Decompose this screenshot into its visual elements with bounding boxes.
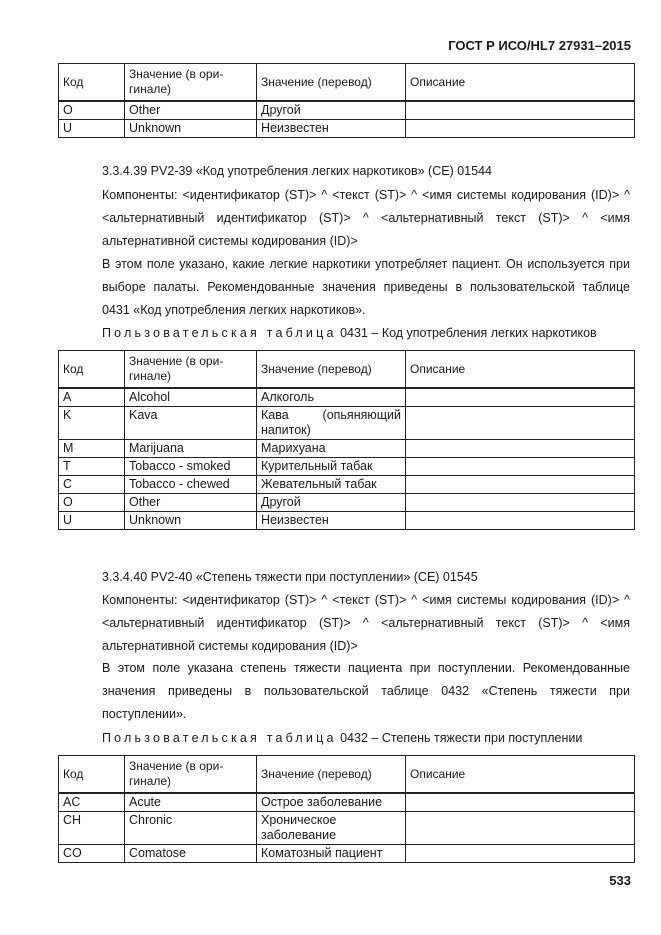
cell-original: Other <box>125 101 257 120</box>
cell-code: AC <box>59 793 125 812</box>
table-header-row <box>59 351 635 389</box>
cell-description <box>406 845 635 863</box>
table-row <box>59 458 635 476</box>
description-text: В этом поле указана степень тяжести пациента при поступлении. Рекомендованные значения приведены в пользовательской таблице 0432 «Степень тяжести при поступлении». <box>102 661 630 721</box>
page-number: 533 <box>609 873 631 888</box>
cell-description <box>406 812 635 845</box>
cell-original: Marijuana <box>125 440 257 458</box>
cell-code: A <box>59 388 125 407</box>
cell-translation: Другой <box>257 494 406 512</box>
table-caption-0432 <box>102 731 582 745</box>
caption-prefix: Пользовательская таблица <box>102 731 337 745</box>
cell-description <box>406 407 635 440</box>
table-row <box>59 793 635 812</box>
cell-description <box>406 120 635 138</box>
cell-description <box>406 793 635 812</box>
table-row <box>59 388 635 407</box>
cell-code: U <box>59 512 125 530</box>
col-code-header: Код <box>59 64 125 102</box>
table-caption-0431 <box>102 326 597 340</box>
cell-description <box>406 101 635 120</box>
table-row <box>59 440 635 458</box>
section-heading-39: 3.3.4.39 PV2-39 «Код употребления легких наркотиков» (CE) 01544 <box>102 164 492 178</box>
col-original-header: Значение (в оригинале) <box>125 64 257 102</box>
cell-code: K <box>59 407 125 440</box>
caption-rest: 0432 – Степень тяжести при поступлении <box>340 731 583 745</box>
table-header-row <box>59 756 635 794</box>
cell-code: T <box>59 458 125 476</box>
table-row <box>59 494 635 512</box>
table-row <box>59 101 635 120</box>
description-paragraph-40 <box>62 657 630 726</box>
table-row <box>59 845 635 863</box>
table-row <box>59 812 635 845</box>
components-paragraph-40 <box>62 589 630 658</box>
cell-description <box>406 476 635 494</box>
document-id: ГОСТ Р ИСО/HL7 27931–2015 <box>448 38 631 53</box>
section-heading-40: 3.3.4.40 PV2-40 «Степень тяжести при поступлении» (CE) 01545 <box>102 570 478 584</box>
col-translation-header: Значение (перевод) <box>257 351 406 389</box>
cell-code: U <box>59 120 125 138</box>
cell-description <box>406 494 635 512</box>
cell-translation: Острое заболевание <box>257 793 406 812</box>
cell-original: Other <box>125 494 257 512</box>
table-0432 <box>58 755 635 863</box>
cell-translation: Алкоголь <box>257 388 406 407</box>
col-code-header: Код <box>59 756 125 794</box>
cell-original: Tobacco - smoked <box>125 458 257 476</box>
cell-original: Acute <box>125 793 257 812</box>
col-code-header: Код <box>59 351 125 389</box>
col-translation-header: Значение (перевод) <box>257 756 406 794</box>
table-row <box>59 476 635 494</box>
cell-translation: Хроническое заболевание <box>257 812 406 845</box>
col-original-header: Значение (в оригинале) <box>125 351 257 389</box>
cell-code: CH <box>59 812 125 845</box>
cell-translation: Кава (опьяняющий напиток) <box>257 407 406 440</box>
table-row <box>59 407 635 440</box>
cell-original: Comatose <box>125 845 257 863</box>
table-continued <box>58 63 635 138</box>
table-row <box>59 120 635 138</box>
cell-translation: Неизвестен <box>257 512 406 530</box>
description-text: В этом поле указано, какие легкие наркотики употребляет пациент. Он используется при выборе палаты. Рекомендованные значения приведены в пользовательской таблице 0431 «Код употребления легких наркотиков». <box>102 257 630 317</box>
col-original-header: Значение (в оригинале) <box>125 756 257 794</box>
col-description-header: Описание <box>406 351 635 389</box>
cell-translation: Жевательный табак <box>257 476 406 494</box>
cell-description <box>406 458 635 476</box>
caption-prefix: Пользовательская таблица <box>102 326 337 340</box>
cell-translation: Неизвестен <box>257 120 406 138</box>
cell-code: CO <box>59 845 125 863</box>
cell-translation: Другой <box>257 101 406 120</box>
table-header-row <box>59 64 635 102</box>
col-description-header: Описание <box>406 756 635 794</box>
description-paragraph-39 <box>62 253 630 322</box>
cell-translation: Марихуана <box>257 440 406 458</box>
cell-code: O <box>59 101 125 120</box>
cell-original: Tobacco - chewed <box>125 476 257 494</box>
cell-description <box>406 388 635 407</box>
table-0431 <box>58 350 635 530</box>
col-description-header: Описание <box>406 64 635 102</box>
cell-description <box>406 440 635 458</box>
components-text: Компоненты: <идентификатор (ST)> ^ <текст (ST)> ^ <имя системы кодирования (ID)> ^ <альтернативный идентификатор (ST)> ^ <альтернативный текст (ST)> ^ <имя альтернативной системы кодирования (ID)> <box>102 593 630 653</box>
cell-code: C <box>59 476 125 494</box>
cell-original: Alcohol <box>125 388 257 407</box>
components-text: Компоненты: <идентификатор (ST)> ^ <текст (ST)> ^ <имя системы кодирования (ID)> ^ <альтернативный идентификатор (ST)> ^ <альтернативный текст (ST)> ^ <имя альтернативной системы кодирования (ID)> <box>102 188 630 248</box>
cell-translation: Курительный табак <box>257 458 406 476</box>
table-row <box>59 512 635 530</box>
components-paragraph-39 <box>62 184 630 253</box>
cell-code: O <box>59 494 125 512</box>
cell-code: M <box>59 440 125 458</box>
cell-original: Kava <box>125 407 257 440</box>
cell-description <box>406 512 635 530</box>
caption-rest: 0431 – Код употребления легких наркотиков <box>340 326 597 340</box>
col-translation-header: Значение (перевод) <box>257 64 406 102</box>
cell-translation: Коматозный пациент <box>257 845 406 863</box>
cell-original: Chronic <box>125 812 257 845</box>
cell-original: Unknown <box>125 120 257 138</box>
cell-original: Unknown <box>125 512 257 530</box>
